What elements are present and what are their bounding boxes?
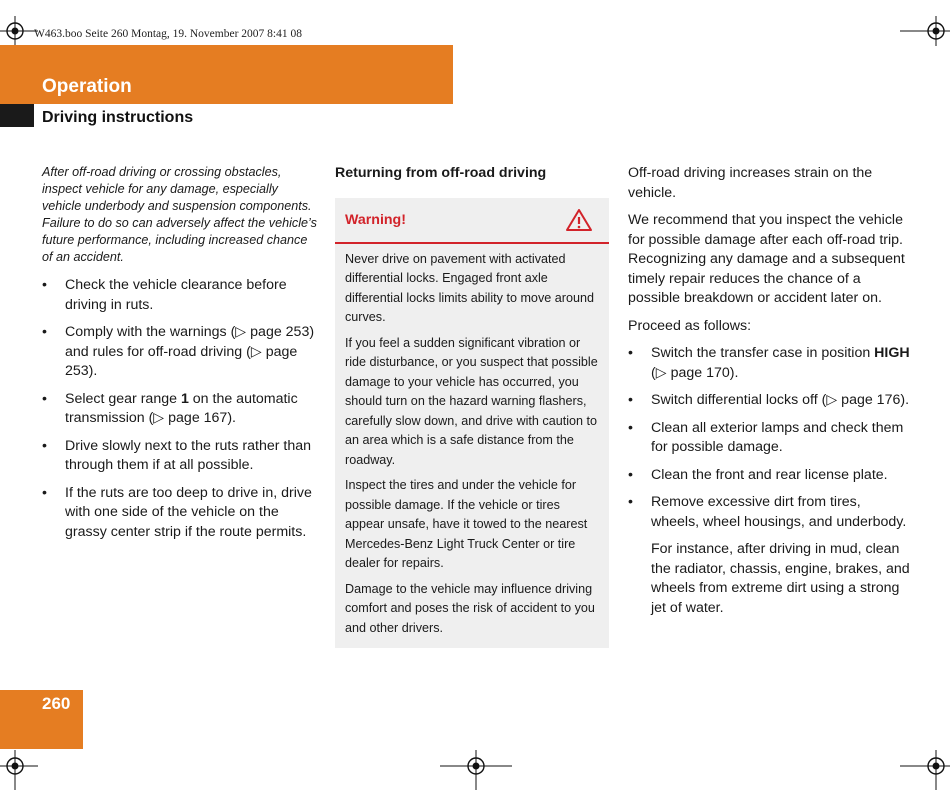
cleaning-followup: For instance, after driving in mud, clean the radiator, chassis, engine, brakes, and wheels from extreme dirt using a strong jet of water. — [651, 541, 910, 616]
warning-triangle-icon — [565, 208, 593, 232]
subsection-title: Driving instructions — [42, 109, 194, 126]
list-item: • Switch differential locks off (▷ page 176). — [628, 392, 910, 408]
warning-paragraph: Never drive on pavement with activated differential locks. Engaged front axle differential locks limits ability to move around curves. — [345, 251, 594, 324]
list-item: • Select gear range 1 on the automatic transmission (▷ page 167). — [42, 390, 298, 426]
warning-header — [335, 198, 609, 244]
list-item: • Clean the front and rear license plate. — [628, 466, 888, 483]
list-item: • Comply with the warnings (▷ page 253) and rules for off-road driving (▷ page 253). — [42, 324, 315, 379]
list-item: • Switch the transfer case in position HIGH (▷ page 170). — [628, 345, 910, 381]
paragraph: We recommend that you inspect the vehicle for possible damage after each off-road trip. Recognizing any damage and a subsequent timely repair reduces the chance of a possible breakdown or accident later on. — [628, 212, 905, 306]
warning-paragraph: Damage to the vehicle may influence driving comfort and poses the risk of accident to you and other drivers. — [345, 581, 595, 635]
paragraph: Off-road driving increases strain on the vehicle. — [628, 165, 873, 201]
section-title: Operation — [42, 76, 132, 97]
list-item: • Check the vehicle clearance before driving in ruts. — [42, 277, 287, 313]
off-road-rut-list — [42, 276, 320, 542]
warning-label: Warning! — [345, 211, 406, 228]
file-header: W463.boo Seite 260 Montag, 19. November 2007 8:41 08 — [34, 28, 302, 40]
registration-mark-bottom-left-icon — [0, 750, 40, 790]
returning-heading: Returning from off-road driving — [335, 165, 547, 181]
column-right — [628, 164, 910, 626]
registration-mark-top-right-icon — [900, 16, 950, 46]
column-middle — [335, 164, 609, 648]
warning-paragraph: Inspect the tires and under the vehicle for possible damage. If the vehicle or tires appear unsafe, have it towed to the nearest Mercedes-Benz Light Truck Center or tire dealer for repairs. — [345, 478, 588, 570]
warning-paragraph: If you feel a sudden significant vibration or ride disturbance, or you suspect that possible damage to your vehicle has occurred, you should turn on the hazard warning flashers, carefully slow down, and drive with caution to an area which is a safe distance from the roadway. — [345, 335, 598, 467]
list-item: • Remove excessive dirt from tires, wheels, wheel housings, and underbody. For instance, after driving in mud, clean the radiator, chassis, engine, brakes, and wheels from extreme dirt using a strong jet of water. — [628, 493, 910, 618]
column-left — [42, 164, 320, 550]
registration-mark-bottom-right-icon — [900, 750, 950, 790]
paragraph: Proceed as follows: — [628, 317, 752, 334]
warning-body — [335, 244, 609, 649]
registration-mark-bottom-center-icon — [440, 750, 512, 790]
section-marker — [0, 104, 34, 127]
page-number: 260 — [42, 694, 71, 713]
caution-note: After off-road driving or crossing obstacles, inspect vehicle for any damage, especially vehicle underbody and suspension components. Failure to do so can adversely affect the vehicle’s future performance, including increased chance of an accident. — [42, 165, 317, 264]
warning-box — [335, 198, 609, 649]
list-item: • Clean all exterior lamps and check them for possible damage. — [628, 419, 904, 455]
procedure-list — [628, 344, 910, 618]
list-item: • If the ruts are too deep to drive in, drive with one side of the vehicle on the grassy center strip if the route permits. — [42, 484, 312, 540]
list-item: • Drive slowly next to the ruts rather than through them if at all possible. — [42, 437, 312, 473]
